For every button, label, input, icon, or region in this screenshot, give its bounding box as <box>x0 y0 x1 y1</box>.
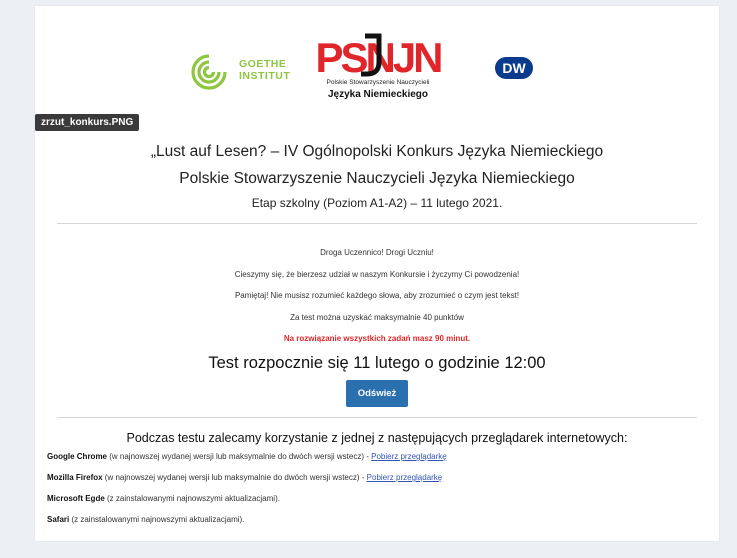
good-luck-text: Cieszymy się, że bierzesz udział w naszym Konkursie i życzymy Ci powodzenia! <box>234 270 520 279</box>
divider-top <box>57 223 697 224</box>
dw-logo <box>465 46 569 96</box>
goethe-line1: GOETHE <box>239 58 287 70</box>
browser-note: (z zainstalowanymi najnowszymi aktualizacjami). <box>69 515 245 524</box>
dw-logo-icon <box>494 56 534 80</box>
browser-note: (w najnowszej wydanej wersji lub maksymalnie do dwóch wersji wstecz) - <box>102 473 367 482</box>
browser-item-edge <box>47 494 280 503</box>
time-limit-warning: Na rozwiązanie wszystkich zadań masz 90 minut. <box>283 334 471 343</box>
browser-name: Mozilla Firefox <box>47 473 103 482</box>
psnjn-mark-icon <box>315 32 441 81</box>
points-text: Za test można uzyskać maksymalnie 40 punktów <box>290 313 464 322</box>
divider-bottom <box>57 417 697 418</box>
page-container <box>35 6 719 541</box>
psnjn-logo <box>315 32 441 112</box>
svg-text:PSNJN: PSNJN <box>315 34 441 81</box>
download-chrome-link[interactable]: Pobierz przeglądarkę <box>371 452 447 461</box>
browsers-heading: Podczas testu zalecamy korzystanie z jednej z następujących przeglądarek internetowych: <box>126 431 628 445</box>
goethe-text <box>239 58 290 82</box>
goethe-institut-logo <box>185 46 293 100</box>
contest-title: „Lust auf Lesen? – IV Ogólnopolski Konkurs Języka Niemieckiego <box>150 143 604 160</box>
browser-item-safari <box>47 515 244 524</box>
browser-item-firefox <box>47 473 442 482</box>
browser-name: Safari <box>47 515 70 524</box>
refresh-button[interactable]: Odśwież <box>346 380 408 407</box>
greeting-text: Droga Uczennico! Drogi Uczniu! <box>320 248 434 257</box>
browser-note: (w najnowszej wydanej wersji lub maksymalnie do dwóch wersji wstecz) - <box>107 452 372 461</box>
psnjn-subtitle-small: Polskie Stowarzyszenie Nauczycieli <box>326 79 430 86</box>
browser-name: Google Chrome <box>47 452 108 461</box>
goethe-line2: INSTITUT <box>239 70 291 82</box>
organization-title: Polskie Stowarzyszenie Nauczycieli Języka Niemieckiego <box>179 170 575 187</box>
remember-text: Pamiętaj! Nie musisz rozumieć każdego słowa, aby zrozumieć o czym jest tekst! <box>234 291 520 300</box>
logos-row <box>35 36 719 116</box>
browser-name: Microsoft Egde <box>47 494 105 503</box>
stage-info: Etap szkolny (Poziom A1-A2) – 11 lutego 2021. <box>251 196 503 210</box>
goethe-spiral-icon <box>185 48 233 96</box>
download-firefox-link[interactable]: Pobierz przeglądarkę <box>366 473 443 482</box>
psnjn-subtitle-large: Języka Niemieckiego <box>327 89 429 100</box>
svg-text:DW: DW <box>502 60 526 76</box>
browser-note: (z zainstalowanymi najnowszymi aktualizacjami). <box>104 494 280 503</box>
test-start-text: Test rozpocznie się 11 lutego o godzinie 12:00 <box>208 354 546 372</box>
filename-tooltip: zrzut_konkurs.PNG <box>35 114 139 131</box>
browser-item-chrome <box>47 452 447 461</box>
